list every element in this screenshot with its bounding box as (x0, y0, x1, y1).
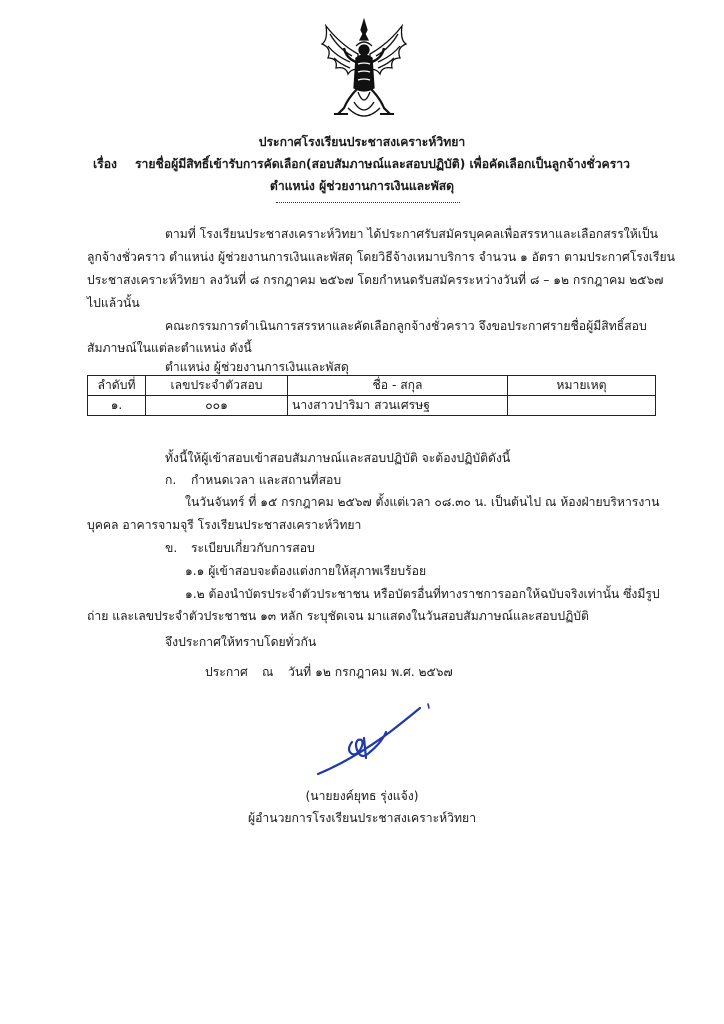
announcement-title: ประกาศโรงเรียนประชาสงเคราะห์วิทยา (258, 135, 466, 149)
paragraph-1-line-2: ลูกจ้างชั่วคราว ตำแหน่ง ผู้ช่วยงานการเงินและพัสดุ โดยวิธีจ้างเหมาบริการ จำนวน ๑ อัตรา ตามประกาศโรงเรียน (87, 250, 675, 264)
paragraph-2-line-2: สัมภาษณ์ในแต่ละตำแหน่ง ดังนี้ (87, 341, 252, 355)
signatory-name: (นายยงค์ยุทธ รุ่งแจ้ง) (305, 789, 419, 803)
section-b-item-2-line-2: ถ่าย และเลขประจำตัวประชาชน ๑๓ หลัก ระบุชัดเจน มาแสดงในวันสอบสัมภาษณ์และสอบปฏิบัติ (87, 609, 589, 623)
paragraph-1-line-4: ไปแล้วนั้น (87, 296, 140, 310)
section-a-line-2: บุคคล อาคารจามจุรี โรงเรียนประชาสงเคราะห์วิทยา (87, 518, 362, 532)
cell-exam-id: ๐๐๑ (146, 396, 288, 416)
announced-at: ณ (262, 665, 274, 679)
section-a-label: ก. (165, 473, 177, 487)
section-b-label: ข. (165, 541, 178, 555)
position-heading: ตำแหน่ง ผู้ช่วยงานการเงินและพัสดุ (269, 179, 455, 193)
section-a-title: กำหนดเวลา และสถานที่สอบ (191, 473, 342, 487)
table-header-row (88, 376, 656, 396)
announced-label: ประกาศ (205, 665, 248, 679)
section-b-title: ระเบียบเกี่ยวกับการสอบ (191, 541, 315, 555)
cell-name: นางสาวปาริมา สวนเศรษฐ (288, 396, 508, 416)
paragraph-2-line-1: คณะกรรมการดำเนินการสรรหาและคัดเลือกลูกจ้างชั่วคราว จึงขอประกาศรายชื่อผู้มีสิทธิ์สอบ (165, 319, 647, 333)
paragraph-1-line-1: ตามที่ โรงเรียนประชาสงเคราะห์วิทยา ได้ประกาศรับสมัครบุคคลเพื่อสรรหาและเลือกสรรให้เป็น (165, 227, 658, 241)
announcement-date: วันที่ ๑๒ กรกฎาคม พ.ศ. ๒๕๖๗ (288, 665, 453, 679)
cell-note (508, 396, 656, 416)
header-no: ลำดับที่ (88, 376, 146, 396)
header-divider (276, 202, 460, 203)
cell-no: ๑. (88, 396, 146, 416)
signature-image (312, 702, 442, 786)
header-exam-id: เลขประจำตัวสอบ (146, 376, 288, 396)
candidate-table (87, 375, 656, 416)
table-caption: ตำแหน่ง ผู้ช่วยงานการเงินและพัสดุ (165, 360, 349, 374)
subject-label: เรื่อง (93, 157, 117, 171)
section-b-item-1: ๑.๑ ผู้เข้าสอบจะต้องแต่งกายให้สุภาพเรียบร้อย (185, 564, 427, 578)
garuda-emblem-icon (318, 18, 410, 122)
instructions-intro: ทั้งนี้ให้ผู้เข้าสอบเข้าสอบสัมภาษณ์และสอบปฏิบัติ จะต้องปฏิบัติดังนี้ (165, 451, 511, 465)
section-a-line-1: ในวันจันทร์ ที่ ๑๕ กรกฎาคม ๒๕๖๗ ตั้งแต่เวลา ๐๘.๓๐ น. เป็นต้นไป ณ ห้องฝ่ายบริหารงาน (185, 495, 660, 509)
closing-announce: จึงประกาศให้ทราบโดยทั่วกัน (165, 635, 317, 649)
section-b-item-2-line-1: ๑.๒ ต้องนำบัตรประจำตัวประชาชน หรือบัตรอื่นที่ทางราชการออกให้ฉบับจริงเท่านั้น ซึ่งมีรูป (185, 587, 660, 601)
subject-text: รายชื่อผู้มีสิทธิ์เข้ารับการคัดเลือก(สอบสัมภาษณ์และสอบปฏิบัติ) เพื่อคัดเลือกเป็นลูกจ้างชั่วคราว (135, 157, 630, 171)
table-row (88, 396, 656, 416)
header-note: หมายเหตุ (508, 376, 656, 396)
paragraph-1-line-3: ประชาสงเคราะห์วิทยา ลงวันที่ ๘ กรกฎาคม ๒๕๖๗ โดยกำหนดรับสมัครระหว่างวันที่ ๘ – ๑๒ กรกฎาคม ๒๕๖๗ (87, 273, 664, 287)
header-name: ชื่อ - สกุล (288, 376, 508, 396)
signatory-title: ผู้อำนวยการโรงเรียนประชาสงเคราะห์วิทยา (247, 811, 477, 825)
